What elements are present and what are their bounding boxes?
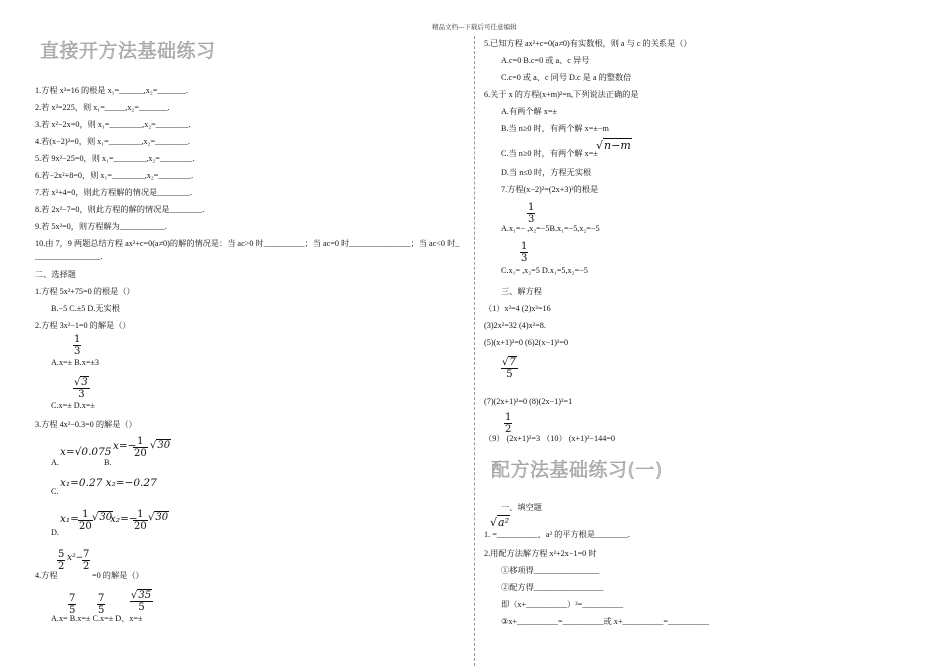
sqrt-30-d1: √30 [92, 512, 113, 523]
fraction-root3-over-3: $\frac{√3}{3}$ [74, 377, 88, 400]
fraction-one-third-r7a: $\frac{1}{3}$ [528, 202, 535, 225]
choice-3: 3.方程 4x²−0.3=0 的解是（） [35, 420, 137, 429]
section-title-direct-root: 直接开方法基础练习 [40, 40, 216, 62]
sqrt-a-squared: √a² [490, 516, 509, 529]
question-7: 7.若 x²+4=0，则此方程解的情况是________. [35, 188, 193, 197]
question-r5-ab: A.c=0 B.c=0 或 a、c 异号 [501, 56, 590, 65]
choice-2-options-cd: C.x=± D.x=± [51, 401, 95, 410]
fill-2-step-1: ①移项得________________ [501, 566, 600, 575]
question-4: 4.若(x−2)²=0，则 x₁=________,x₂=________. [35, 137, 190, 146]
fraction-root35-over-5: $\frac{√35}{5}$ [131, 590, 152, 613]
question-1: 1.方程 x²=16 的根是 x₁=______,x₂=_______. [35, 86, 189, 95]
question-3: 3.若 x²−2x=0，则 x₁=________,x₂=________. [35, 120, 191, 129]
question-r6-a: A.有两个解 x=± [501, 107, 557, 116]
question-10: 10.由 7，9 两题总结方程 ax²+c=0(a≠0)的解的情况是：当 ac>0 时__________；当 ac=0 时_______________；当 ac<0 时_ [35, 239, 460, 248]
choice-3-label-a: A. [51, 458, 59, 467]
section-title-completing-square: 配方法基础练习(一) [491, 459, 663, 481]
fill-1: 1. =__________，a² 的平方根是________. [484, 530, 630, 539]
fraction-one-twentieth-d2: $\frac{1}{20}$ [134, 509, 147, 532]
fill-2: 2.用配方法解方程 x²+2x−1=0 时 [484, 549, 597, 558]
fill-2-step-2b: 即（x+__________）²=__________ [501, 600, 624, 609]
sqrt-n-minus-m: √n−m [596, 139, 631, 152]
choice-4-tail: =0 的解是（） [92, 571, 144, 580]
question-r6-c: C.当 n≥0 时，有两个解 x=± [501, 149, 598, 158]
question-9: 9.若 5x²=0，则方程解为___________. [35, 222, 167, 231]
fraction-one-third-r7c: $\frac{1}{3}$ [521, 241, 528, 264]
fraction-five-halves: $\frac{5}{2}$ [58, 549, 65, 572]
choice-2-options-ab: A.x=± B.x=±3 [51, 358, 100, 367]
fraction-one-third: $\frac{1}{3}$ [74, 334, 81, 357]
question-r7: 7.方程(x−2)²=(2x+3)²的根是 [501, 185, 599, 194]
choice-3-option-a-expr: x=√0.075 [60, 446, 112, 458]
fraction-seven-halves: $\frac{7}{2}$ [83, 549, 90, 572]
section-fill-heading: 一、填空题 [501, 503, 542, 512]
choice-2: 2.方程 3x²−1=0 的解是（） [35, 321, 131, 330]
sqrt-30-d2: √30 [148, 512, 169, 523]
equations-row-2: (3)2x²=32 (4)x²=8. [484, 321, 546, 330]
choice-1-options: B.−5 C.±5 D.无实根 [51, 304, 120, 313]
choice-4-x-squared: x²− [67, 553, 84, 563]
equations-row-4: (7)(2x+1)²=0 (8)(2x−1)²=1 [484, 397, 573, 406]
fraction-seven-fifths-a: $\frac{7}{5}$ [69, 593, 76, 616]
choice-3-option-d-x2: x₂=− [110, 513, 138, 525]
choice-3-label-d: D. [51, 528, 59, 537]
fraction-seven-fifths-b: $\frac{7}{5}$ [98, 593, 105, 616]
page-header: 精品文档---下载后可任意编辑 [432, 24, 517, 31]
choice-3-option-b-expr: x=− [113, 440, 137, 452]
question-r6-b: B.当 n≥0 时，有两个解 x=±−m [501, 124, 609, 133]
fill-2-step-2: ②配方得_________________ [501, 583, 604, 592]
section-choice-heading: 二、选择题 [35, 270, 76, 279]
choice-3-label-b: B. [104, 458, 112, 467]
question-6: 6.若−2x²+8=0，则 x₁=________,x₂=________. [35, 171, 194, 180]
column-divider [474, 36, 475, 666]
choice-4: 4.方程 [35, 571, 58, 580]
question-8: 8.若 2x²−7=0，则此方程的解的情况是________. [35, 205, 205, 214]
fraction-one-twentieth: $\frac{1}{20}$ [134, 436, 147, 459]
choice-3-label-c: C. [51, 487, 59, 496]
choice-1: 1.方程 5x²+75=0 的根是（） [35, 287, 135, 296]
question-r7-cd: C.x₁= ,x₂=5 D.x₁=5,x₂=−5 [501, 266, 588, 275]
choice-4-options: A.x= B.x=± C.x=± D、x=± [51, 614, 143, 623]
choice-3-option-d-x1: x₁= [60, 513, 79, 525]
equations-row-5: （9） (2x+1)²=3 （10） (x+1)²−144=0 [484, 434, 616, 443]
sqrt-30-b: √30 [150, 440, 171, 451]
choice-3-option-c-expr: x₁=0.27 x₂=−0.27 [60, 477, 157, 489]
equations-row-1: （1）x²=4 (2)x²=16 [484, 304, 551, 313]
fill-2-step-3: ③x+__________=__________或 x+__________=__________ [501, 617, 709, 626]
question-r7-ab: A.x₁=− ,x₂=−5B.x₁=−5,x₂=−5 [501, 224, 600, 233]
question-2: 2.若 x²=225，则 x₁=_____,x₂=_______. [35, 103, 170, 112]
question-10-cont: ________________. [35, 252, 103, 261]
equations-row-3: (5)(x+1)²=0 (6)2(x−1)²=0 [484, 338, 569, 347]
question-r5-cd: C.c=0 或 a、c 同号 D.c 是 a 的整数倍 [501, 73, 632, 82]
fraction-one-half: $\frac{1}{2}$ [505, 412, 512, 435]
question-r6: 6.关于 x 的方程(x+m)²=n,下列说法正确的是 [484, 90, 639, 99]
question-r6-d: D.当 n≤0 时，方程无实根 [501, 168, 592, 177]
question-5: 5.若 9x²−25=0，则 x₁=________,x₂=________. [35, 154, 195, 163]
fraction-one-twentieth-d1: $\frac{1}{20}$ [79, 509, 92, 532]
section-solve-heading: 三、解方程 [501, 287, 542, 296]
question-r5: 5.已知方程 ax²+c=0(a≠0)有实数根，则 a 与 c 的关系是（） [484, 39, 692, 48]
fraction-root7-over-5: $\frac{√7}{5}$ [502, 357, 516, 380]
